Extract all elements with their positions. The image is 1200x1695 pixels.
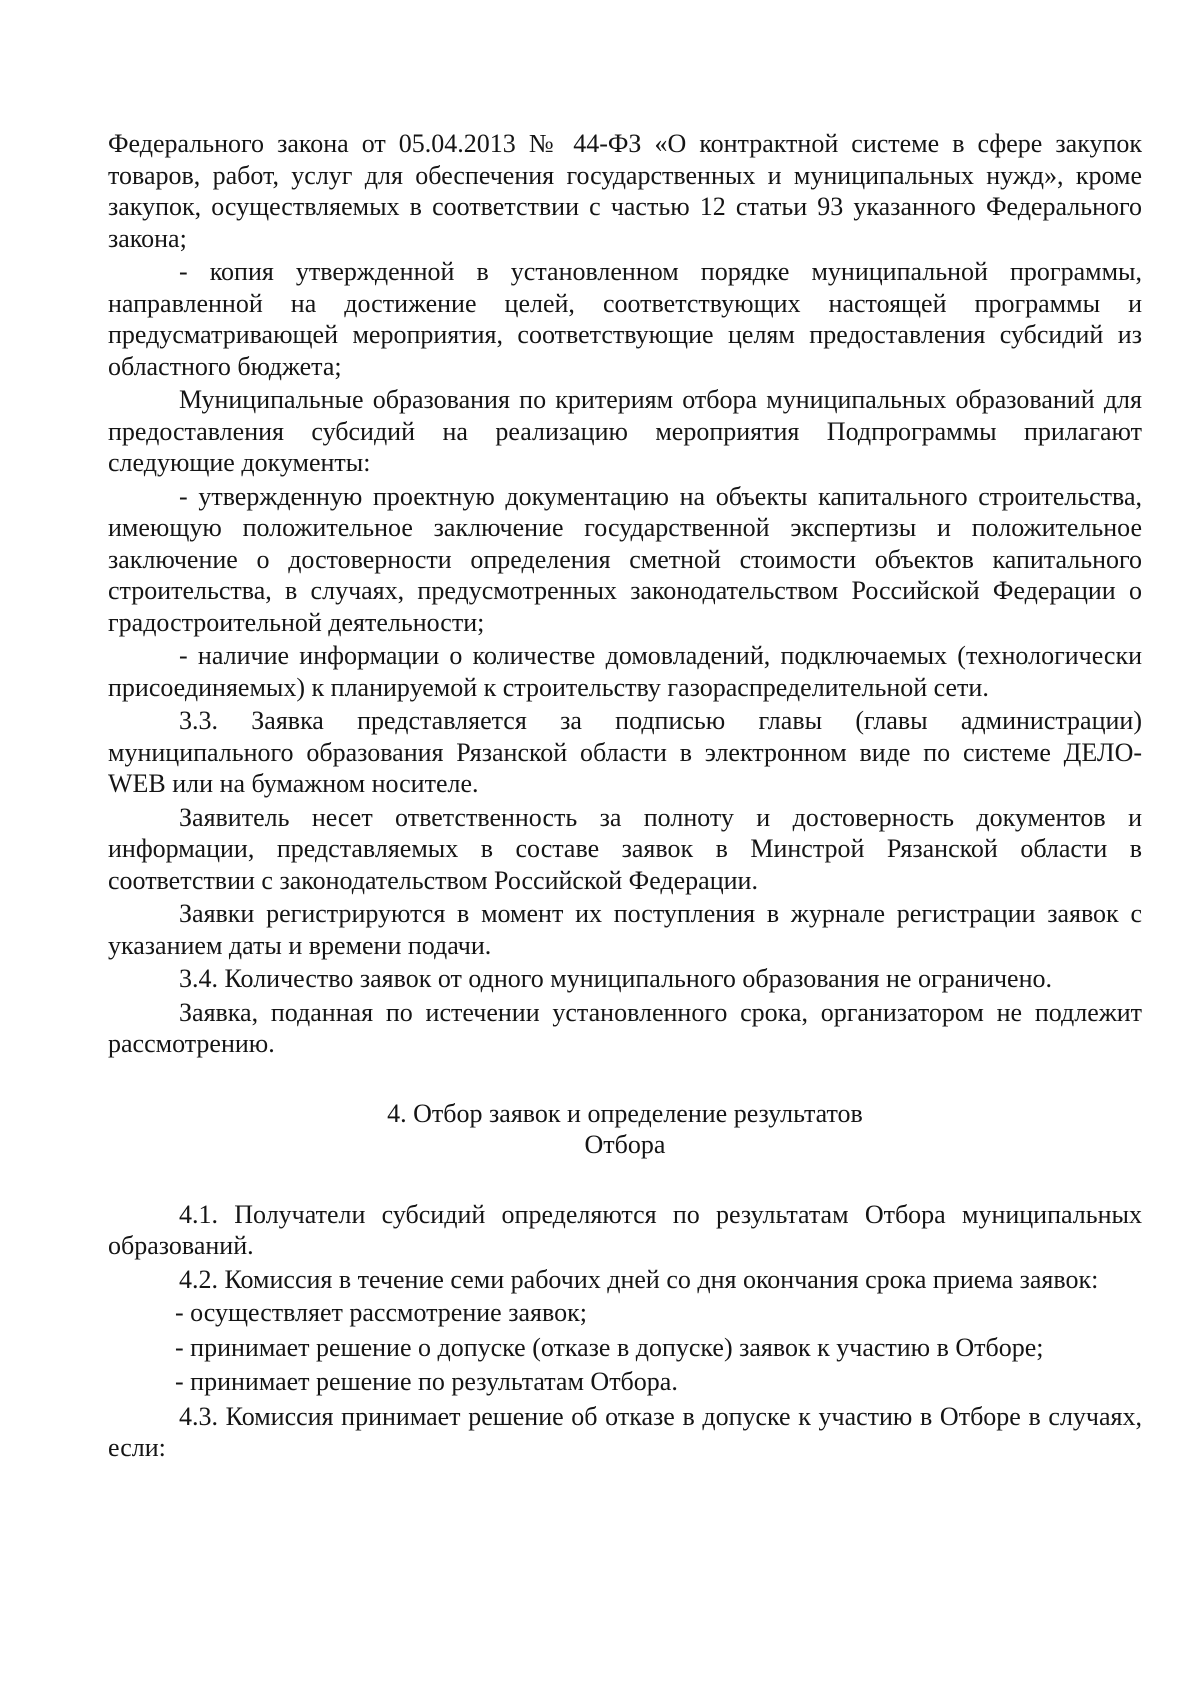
paragraph-federal-law: Федерального закона от 05.04.2013 № 44-ФЗ «О контрактной системе в сфере закупок товаров, работ, услуг для обеспечения государственных и муниципальных нужд», кроме закупок, осуществляемых в соответствии с частью 12 статьи 93 указанного Федерального закона; [108,129,1142,253]
paragraph-3-4: 3.4. Количество заявок от одного муниципального образования не ограничено. [179,964,1053,993]
paragraph-program-copy: - копия утвержденной в установленном порядке муниципальной программы, направленной на достижение целей, соответствующих настоящей программы и предусматривающей мероприятия, соответствующие целям предоставления субсидий из областного бюджета; [108,257,1142,381]
paragraph-project-documentation: - утвержденную проектную документацию на объекты капитального строительства, имеющую положительное заключение государственной экспертизы и положительное заключение о достоверности определения сметной стоимости объектов капитального строительства, в случаях, предусмотренных законодательством Российской Федерации о градостроительной деятельности; [108,481,1142,637]
paragraph-registration: Заявки регистрируются в момент их поступления в журнале регистрации заявок с указанием даты и времени подачи. [108,899,1142,960]
paragraph-4-2: 4.2. Комиссия в течение семи рабочих дней со дня окончания срока приема заявок: [179,1264,1099,1294]
paragraph-municipal-documents: Муниципальные образования по критериям отбора муниципальных образований для предоставления субсидий на реализацию мероприятия Подпрограммы прилагают следующие документы: [108,385,1142,477]
paragraph-3-3: 3.3. Заявка представляется за подписью главы (главы администрации) муниципального образования Рязанской области в электронном виде по системе ДЕЛО-WEB или на бумажном носителе. [108,706,1142,798]
section-heading-line2: Отбора [584,1130,666,1159]
list-item-admission-decision: - принимает решение о допуске (отказе в допуске) заявок к участию в Отборе; [175,1332,1044,1362]
paragraph-late-application: Заявка, поданная по истечении установленного срока, организатором не подлежит рассмотрению. [108,997,1142,1058]
list-item-review: - осуществляет рассмотрение заявок; [175,1298,587,1327]
paragraph-4-1: 4.1. Получатели субсидий определяются по результатам Отбора муниципальных образований. [108,1199,1142,1260]
section-heading [108,1098,1142,1161]
list-item-results-decision: - принимает решение по результатам Отбора. [175,1367,678,1396]
section-heading-line1: 4. Отбор заявок и определение результатов [387,1098,863,1128]
document-page [108,128,1142,1466]
paragraph-4-3: 4.3. Комиссия принимает решение об отказе в допуске к участию в Отборе в случаях, если: [108,1401,1142,1462]
paragraph-households-info: - наличие информации о количестве домовладений, подключаемых (технологически присоединяемых) к планируемой к строительству газораспределительной сети. [108,641,1142,702]
paragraph-applicant-responsibility: Заявитель несет ответственность за полноту и достоверность документов и информации, представляемых в составе заявок в Минстрой Рязанской области в соответствии с законодательством Российской Федерации. [108,802,1142,895]
